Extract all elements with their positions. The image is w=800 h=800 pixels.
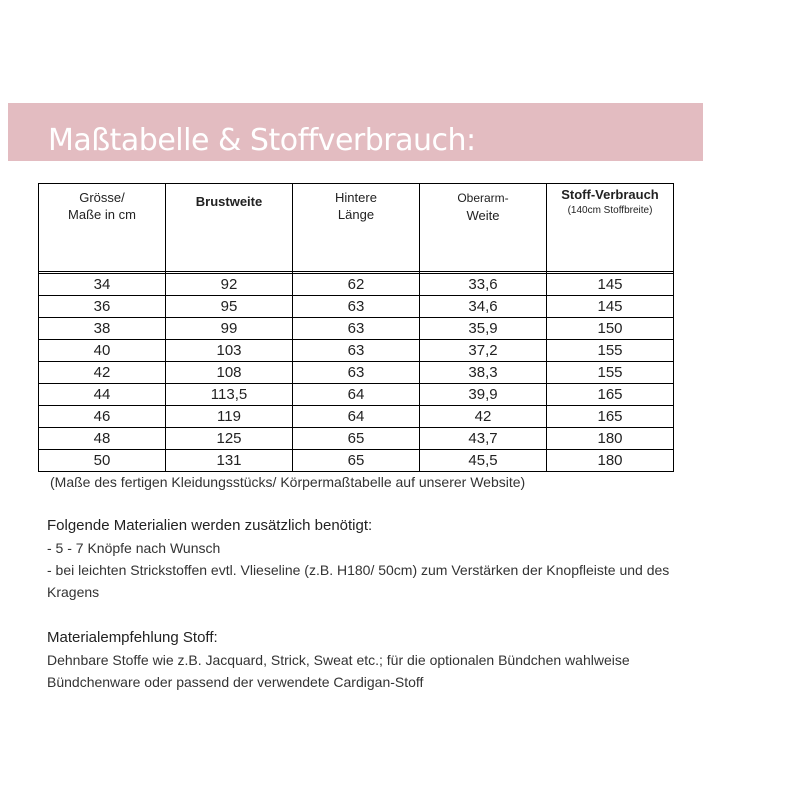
cell-size: 34 [39,274,166,296]
table-row [39,428,674,450]
cell-back-length: 64 [293,384,420,406]
table-header-row [39,184,674,272]
header-back-length [293,184,420,272]
size-table [38,183,674,472]
recommendation-line1: Dehnbare Stoffe wie z.B. Jacquard, Strick, Sweat etc.; für die optionalen Bündchen wahlweise [47,652,630,668]
cell-upper-arm: 38,3 [420,362,547,384]
cell-back-length: 65 [293,450,420,472]
cell-fabric-usage: 145 [547,274,674,296]
recommendation-line2: Bündchenware oder passend der verwendete Cardigan-Stoff [47,674,424,690]
cell-fabric-usage: 155 [547,362,674,384]
cell-size: 36 [39,296,166,318]
recommendation-heading: Materialempfehlung Stoff: [47,629,218,646]
cell-size: 40 [39,340,166,362]
header-chest [166,184,293,272]
table-row [39,318,674,340]
table-row [39,340,674,362]
materials-item-interfacing-cont: Kragens [47,584,100,600]
header-chest-line1: Brustweite [195,194,263,209]
cell-size: 44 [39,384,166,406]
cell-chest: 108 [166,362,293,384]
cell-chest: 103 [166,340,293,362]
table-row [39,362,674,384]
cell-upper-arm: 39,9 [420,384,547,406]
cell-back-length: 64 [293,406,420,428]
cell-chest: 131 [166,450,293,472]
cell-fabric-usage: 180 [547,428,674,450]
cell-back-length: 63 [293,362,420,384]
cell-fabric-usage: 145 [547,296,674,318]
cell-chest: 119 [166,406,293,428]
cell-chest: 95 [166,296,293,318]
cell-back-length: 63 [293,340,420,362]
cell-upper-arm: 43,7 [420,428,547,450]
cell-back-length: 63 [293,296,420,318]
header-back-length-line2: Länge [337,207,375,222]
cell-upper-arm: 45,5 [420,450,547,472]
header-fabric-usage [547,184,674,272]
header-fabric-usage-sub: (140cm Stoffbreite) [567,205,653,216]
cell-size: 42 [39,362,166,384]
cell-chest: 92 [166,274,293,296]
cell-fabric-usage: 150 [547,318,674,340]
header-upper-arm [420,184,547,272]
page-title: Maßtabelle & Stoffverbrauch: [48,123,476,158]
table-row [39,406,674,428]
cell-size: 50 [39,450,166,472]
cell-fabric-usage: 180 [547,450,674,472]
table-row [39,274,674,296]
table-note: (Maße des fertigen Kleidungsstücks/ Körpermaßtabelle auf unserer Website) [50,474,526,490]
cell-chest: 125 [166,428,293,450]
materials-item-interfacing: - bei leichten Strickstoffen evtl. Vlieseline (z.B. H180/ 50cm) zum Verstärken der Knopfleiste und des [47,562,670,578]
cell-upper-arm: 37,2 [420,340,547,362]
title-banner [8,103,703,161]
recommendation-section [47,627,630,693]
header-size [39,184,166,272]
cell-back-length: 62 [293,274,420,296]
cell-upper-arm: 42 [420,406,547,428]
table-row [39,384,674,406]
materials-section [47,515,669,603]
cell-back-length: 65 [293,428,420,450]
table-row [39,450,674,472]
header-upper-arm-line1: Oberarm- [457,191,509,205]
header-upper-arm-line2: Weite [466,208,500,223]
header-fabric-usage-line1: Stoff-Verbrauch [561,187,659,202]
cell-upper-arm: 33,6 [420,274,547,296]
cell-fabric-usage: 165 [547,384,674,406]
cell-fabric-usage: 155 [547,340,674,362]
header-size-line2: Maße in cm [68,207,136,222]
cell-chest: 99 [166,318,293,340]
cell-upper-arm: 35,9 [420,318,547,340]
materials-item-buttons: - 5 - 7 Knöpfe nach Wunsch [47,540,221,556]
cell-chest: 113,5 [166,384,293,406]
cell-fabric-usage: 165 [547,406,674,428]
cell-upper-arm: 34,6 [420,296,547,318]
cell-back-length: 63 [293,318,420,340]
header-back-length-line1: Hintere [335,190,377,205]
table-row [39,296,674,318]
cell-size: 38 [39,318,166,340]
materials-heading: Folgende Materialien werden zusätzlich benötigt: [47,517,373,534]
header-size-line1: Grösse/ [79,190,125,205]
cell-size: 48 [39,428,166,450]
cell-size: 46 [39,406,166,428]
